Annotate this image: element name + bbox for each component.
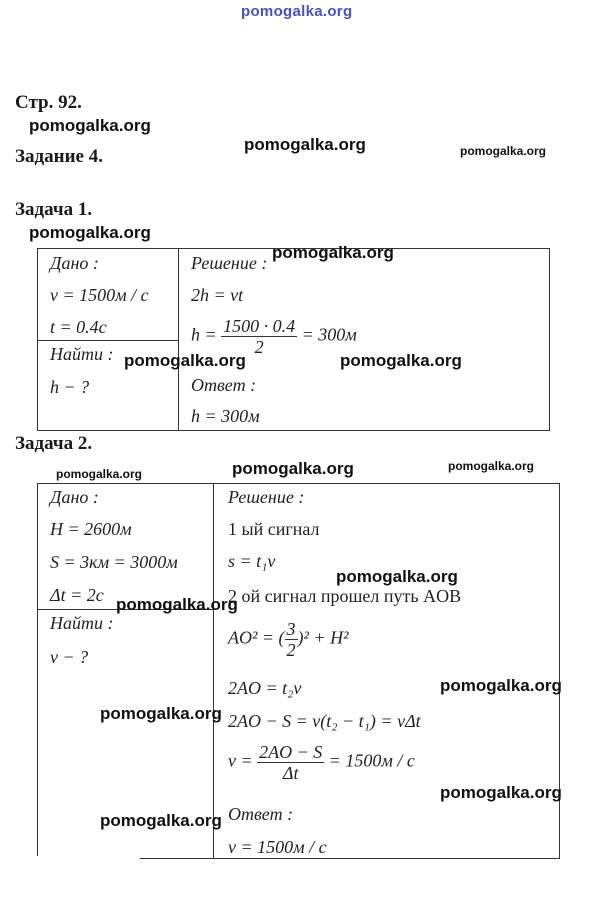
watermark: pomogalka.org <box>448 459 535 473</box>
watermark: pomogalka.org <box>100 811 222 830</box>
watermark: pomogalka.org <box>124 351 246 370</box>
task1-step2-rhs: = 300м <box>301 324 357 345</box>
task2-given-delta-t: Δt = 2с <box>50 585 104 605</box>
watermark: pomogalka.org <box>440 783 562 802</box>
task2-line4-rhs: )² + H² <box>297 627 349 648</box>
task2-line6: 2AO − S = v(t₂ − t₁) = vΔt <box>228 711 421 731</box>
watermark: pomogalka.org <box>232 459 354 478</box>
task2-line5: 2AO = t₂v <box>228 678 302 698</box>
watermark: pomogalka.org <box>244 135 366 154</box>
task2-find: v − ? <box>50 647 89 667</box>
task1-answer-label: Ответ : <box>191 375 257 395</box>
task1-title: Задача 1. <box>15 199 93 220</box>
watermark: pomogalka.org <box>100 704 222 723</box>
watermark: pomogalka.org <box>116 595 238 614</box>
task1-given-speed: v = 1500м / с <box>50 285 149 305</box>
task1-step1: 2h = vt <box>191 285 244 305</box>
task1-find: h − ? <box>50 377 90 397</box>
task1-given-time: t = 0.4с <box>50 317 107 337</box>
watermark: pomogalka.org <box>336 567 458 586</box>
watermark: pomogalka.org <box>272 243 394 262</box>
task1-step2-lhs: h = <box>191 324 217 345</box>
task2-line7-lhs: v = <box>228 750 253 771</box>
task1-solution-label: Решение : <box>191 253 268 273</box>
task2-given-label: Дано : <box>50 487 99 507</box>
task2-line4-fraction <box>285 619 298 660</box>
task2-line4-numerator: 3 <box>286 619 296 639</box>
task2-answer-label: Ответ : <box>228 804 294 824</box>
watermark-top: pomogalka.org <box>241 3 353 20</box>
task2-answer: v = 1500м / с <box>228 837 327 857</box>
task1-step2-numerator: 1500 · 0.4 <box>223 316 296 336</box>
page-reference: Стр. 92. <box>15 92 82 113</box>
watermark: pomogalka.org <box>340 351 462 370</box>
task2-line7-numerator: 2AO − S <box>259 742 323 762</box>
task2-line4-denominator: 2 <box>286 640 296 660</box>
task2-line3: 2 ой сигнал прошел путь AOB <box>228 586 462 606</box>
task2-line2: s = t₁v <box>228 551 276 571</box>
task2-line1: 1 ый сигнал <box>228 519 320 539</box>
task1-given-label: Дано : <box>50 253 99 273</box>
task2-line7 <box>228 742 415 783</box>
task1-find-label: Найти : <box>50 344 114 364</box>
watermark: pomogalka.org <box>29 223 151 242</box>
watermark: pomogalka.org <box>56 467 143 481</box>
task2-line4-lhs: AO² = ( <box>228 627 285 648</box>
task2-find-label: Найти : <box>50 613 114 633</box>
task1-answer: h = 300м <box>191 406 260 426</box>
task2-line7-fraction <box>257 742 324 783</box>
task2-line4 <box>228 619 348 660</box>
task2-title: Задача 2. <box>15 433 93 454</box>
task2-given-height: H = 2600м <box>50 519 132 539</box>
watermark: pomogalka.org <box>29 116 151 135</box>
task2-given-distance: S = 3км = 3000м <box>50 552 178 572</box>
task2-line7-denominator: Δt <box>282 763 299 783</box>
assignment-title: Задание 4. <box>15 146 103 167</box>
task2-line7-rhs: = 1500м / с <box>328 750 415 771</box>
task2-solution-label: Решение : <box>228 487 305 507</box>
watermark: pomogalka.org <box>460 144 547 158</box>
watermark: pomogalka.org <box>440 676 562 695</box>
task1-step2-denominator: 2 <box>254 337 264 357</box>
